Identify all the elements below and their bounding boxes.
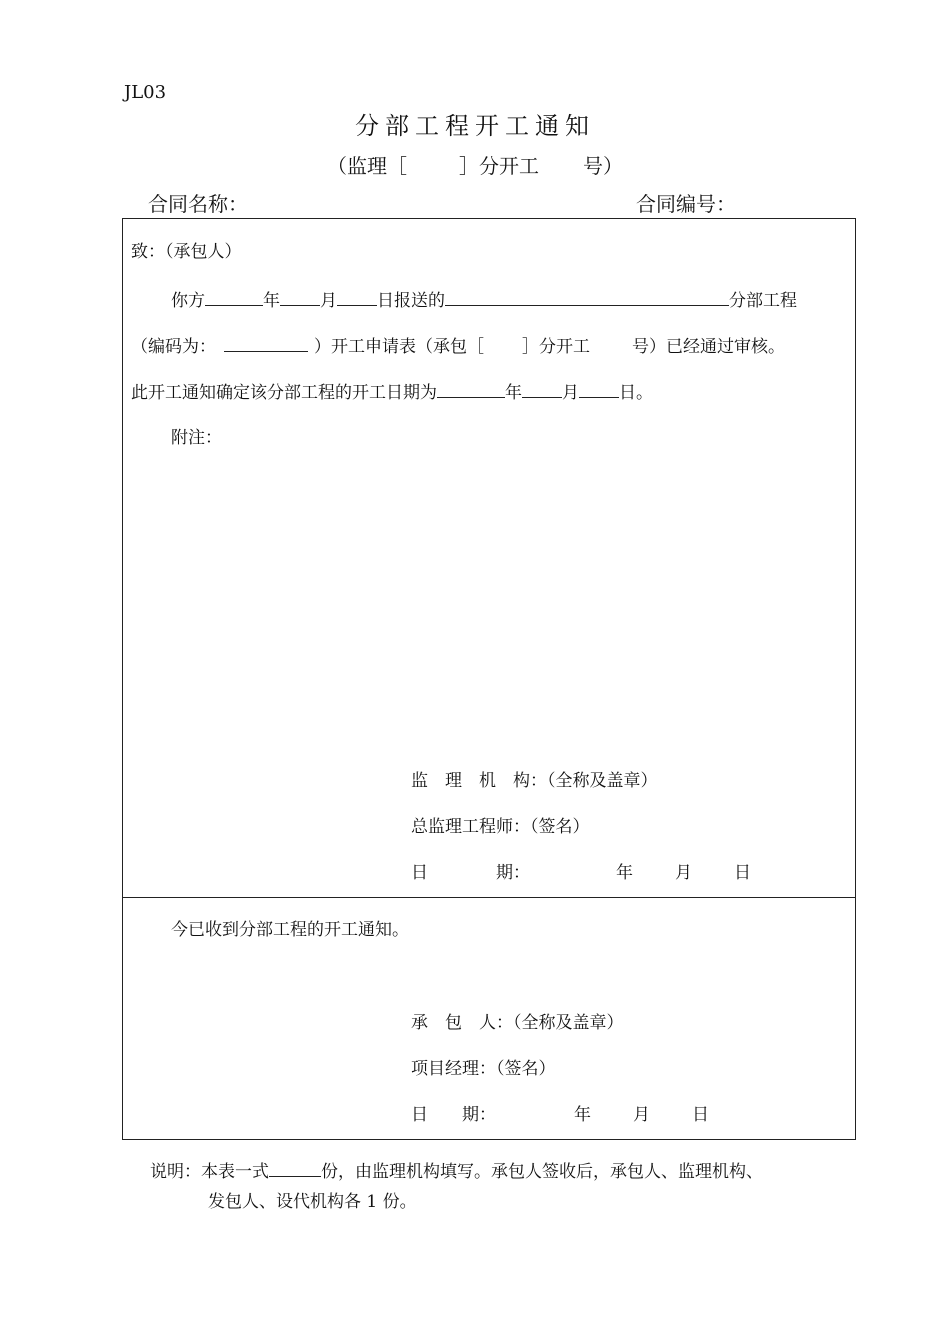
contract-number-label: 合同编号： — [636, 192, 736, 216]
contract-name-label: 合同名称： — [148, 192, 248, 216]
document-number — [0, 150, 950, 179]
date-month: 月 — [675, 863, 692, 883]
date-year: 年 — [574, 1105, 591, 1125]
date-day: 日 — [734, 863, 751, 883]
text-segment: 日报送的 — [377, 291, 445, 311]
report-month-blank[interactable] — [280, 287, 320, 306]
project-name-blank[interactable] — [445, 287, 729, 306]
text-segment: ）开工申请表（承包［ — [314, 337, 484, 357]
text-segment: 份，由监理机构填写。承包人签收后，承包人、监理机构、 — [321, 1162, 763, 1182]
doc-number-prefix: （监理［ — [327, 154, 407, 178]
page-title: 分部工程开工通知 — [355, 112, 595, 140]
footnote — [150, 1157, 763, 1187]
project-manager-line: 项目经理：（签名） — [411, 1059, 556, 1079]
text-segment: 说明：本表一式 — [150, 1162, 269, 1182]
chief-engineer-line: 总监理工程师：（签名） — [411, 817, 590, 837]
date-year: 年 — [616, 863, 633, 883]
form-code: JL03 — [124, 82, 167, 103]
form-box — [122, 218, 856, 1140]
copies-blank[interactable] — [269, 1158, 321, 1177]
text-segment: 月 — [562, 383, 579, 403]
start-year-blank[interactable] — [437, 379, 505, 398]
recipient-line: 致：（承包人） — [131, 242, 242, 262]
footnote-line-2: 发包人、设代机构各 1 份。 — [208, 1192, 417, 1212]
code-blank[interactable] — [224, 333, 308, 352]
notice-date-line — [411, 861, 751, 885]
report-year-blank[interactable] — [205, 287, 263, 306]
text-segment: 此开工通知确定该分部工程的开工日期为 — [131, 383, 437, 403]
date-label: 日 期： — [411, 1105, 496, 1125]
text-segment: ］分开工 — [522, 337, 590, 357]
doc-number-suffix: 号） — [583, 154, 623, 178]
supervisor-org-line: 监 理 机 构：（全称及盖章） — [411, 771, 658, 791]
text-segment: 你方 — [171, 291, 205, 311]
date-day: 日 — [692, 1105, 709, 1125]
text-segment: 年 — [263, 291, 280, 311]
notice-line-1 — [171, 287, 797, 313]
start-month-blank[interactable] — [522, 379, 562, 398]
contractor-line: 承 包 人：（全称及盖章） — [411, 1013, 624, 1033]
doc-number-mid: ］分开工 — [459, 154, 539, 178]
report-day-blank[interactable] — [337, 287, 377, 306]
receipt-text: 今已收到分部工程的开工通知。 — [171, 920, 409, 940]
date-label: 日 期： — [411, 863, 530, 883]
notice-line-2 — [131, 333, 785, 359]
text-segment: 月 — [320, 291, 337, 311]
receipt-date-line — [411, 1103, 709, 1127]
text-segment: 年 — [505, 383, 522, 403]
text-segment: （编码为： — [131, 337, 216, 357]
text-segment: 分部工程 — [729, 291, 797, 311]
start-day-blank[interactable] — [579, 379, 619, 398]
remark-label: 附注： — [171, 428, 222, 448]
text-segment: 号）已经通过审核。 — [632, 337, 785, 357]
section-divider — [123, 897, 855, 898]
text-segment: 日。 — [619, 383, 653, 403]
date-month: 月 — [633, 1105, 650, 1125]
notice-line-3 — [131, 379, 653, 405]
